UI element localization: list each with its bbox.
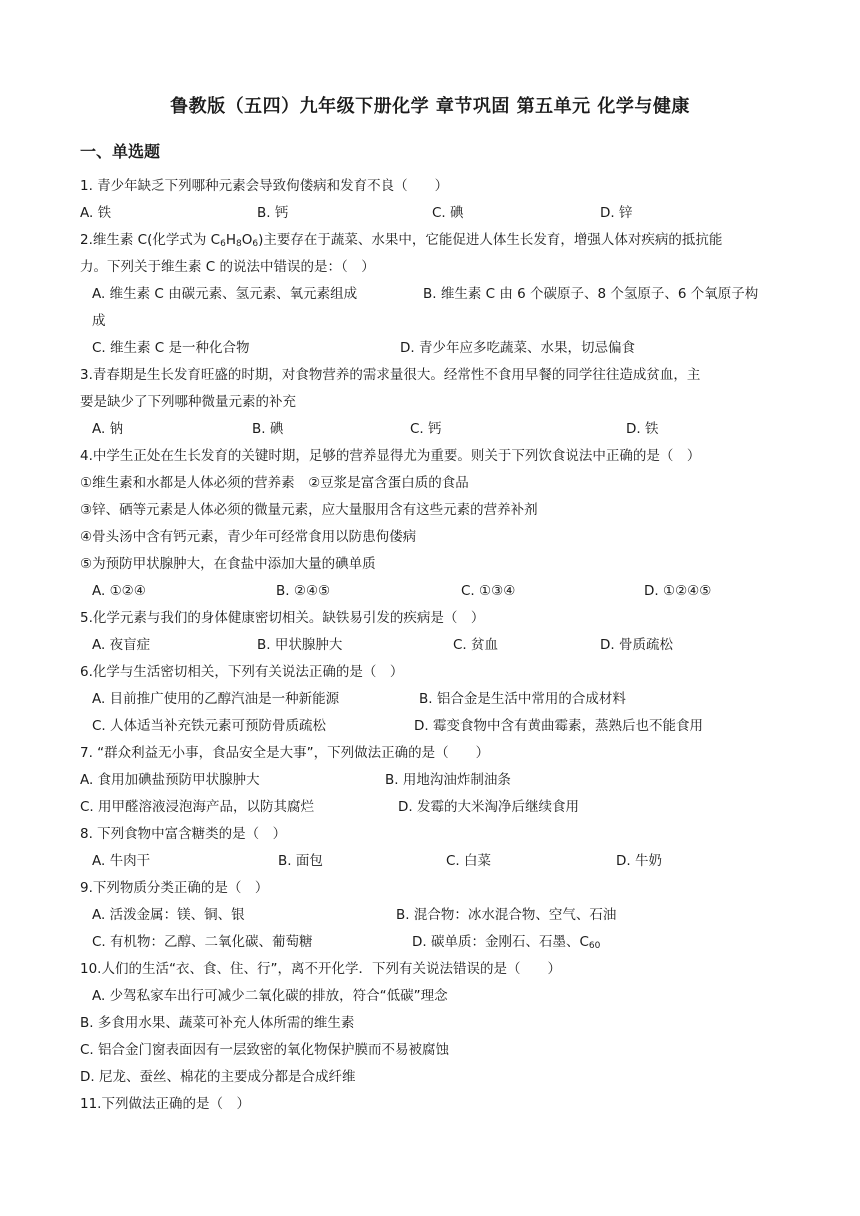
question-9-option-d[interactable]: D. 碳单质：金刚石、石墨、$C_{60}$ bbox=[412, 934, 601, 951]
question-10-option-c[interactable]: C. 铝合金门窗表面因有一层致密的氧化物保护膜而不易被腐蚀 bbox=[80, 1042, 450, 1058]
question-6-option-d[interactable]: D. 霉变食物中含有黄曲霉素，蒸熟后也不能食用 bbox=[414, 718, 703, 734]
question-1-stem: 1. 青少年缺乏下列哪种元素会导致佝偻病和发育不良（ ） bbox=[80, 178, 449, 194]
question-3-option-c[interactable]: C. 钙 bbox=[410, 421, 442, 437]
question-6-option-c[interactable]: C. 人体适当补充铁元素可预防骨质疏松 bbox=[92, 718, 327, 734]
question-4-statement-1-2: ①维生素和水都是人体必须的营养素 ②豆浆是富含蛋白质的食品 bbox=[80, 475, 469, 491]
question-5-stem: 5.化学元素与我们的身体健康密切相关。缺铁易引发的疾病是（ ） bbox=[80, 610, 485, 626]
question-4-option-d[interactable]: D. ①②④⑤ bbox=[644, 583, 712, 599]
question-4-option-b[interactable]: B. ②④⑤ bbox=[276, 583, 331, 599]
question-3-option-d[interactable]: D. 铁 bbox=[626, 421, 659, 437]
question-9-option-c[interactable]: C. 有机物：乙醇、二氧化碳、葡萄糖 bbox=[92, 934, 313, 950]
question-1-option-b[interactable]: B. 钙 bbox=[257, 205, 289, 221]
question-7-option-d[interactable]: D. 发霉的大米淘净后继续食用 bbox=[398, 799, 579, 815]
question-3-option-a[interactable]: A. 钠 bbox=[92, 421, 124, 437]
question-4-stem: 4.中学生正处在生长发育的关键时期，足够的营养显得尤为重要。则关于下列饮食说法中正确的是（ ） bbox=[80, 448, 701, 464]
question-4-statement-4: ④骨头汤中含有钙元素，青少年可经常食用以防患佝偻病 bbox=[80, 529, 417, 545]
question-9-option-b[interactable]: B. 混合物：冰水混合物、空气、石油 bbox=[396, 907, 617, 923]
question-5-option-b[interactable]: B. 甲状腺肿大 bbox=[257, 637, 343, 653]
question-8-option-d[interactable]: D. 牛奶 bbox=[616, 853, 662, 869]
question-5-option-c[interactable]: C. 贫血 bbox=[453, 637, 499, 653]
question-2-option-a[interactable]: A. 维生素 C 由碳元素、氢元素、氧元素组成 bbox=[92, 286, 358, 302]
question-2-option-b[interactable]: B. 维生素 C 由 6 个碳原子、8 个氢原子、6 个氧原子构 bbox=[423, 286, 759, 302]
question-5-option-d[interactable]: D. 骨质疏松 bbox=[600, 637, 673, 653]
question-5-option-a[interactable]: A. 夜盲症 bbox=[92, 637, 151, 653]
question-6-option-b[interactable]: B. 铝合金是生活中常用的合成材料 bbox=[419, 691, 626, 707]
question-7-option-c[interactable]: C. 用甲醛溶液浸泡海产品，以防其腐烂 bbox=[80, 799, 315, 815]
question-8-stem: 8. 下列食物中富含糖类的是（ ） bbox=[80, 826, 287, 842]
question-3-option-b[interactable]: B. 碘 bbox=[252, 421, 284, 437]
question-4-option-c[interactable]: C. ①③④ bbox=[461, 583, 516, 599]
question-7-stem: 7. “群众利益无小事，食品安全是大事”，下列做法正确的是（ ） bbox=[80, 745, 490, 761]
question-4-statement-5: ⑤为预防甲状腺肿大，在食盐中添加大量的碘单质 bbox=[80, 556, 376, 572]
question-3-stem-line-2: 要是缺少了下列哪种微量元素的补充 bbox=[80, 394, 296, 410]
question-10-option-a[interactable]: A. 少驾私家车出行可减少二氧化碳的排放，符合“低碳”理念 bbox=[92, 988, 448, 1004]
question-2-stem-line-1: 2.维生素 C(化学式为 $C_6H_8O_6$)主要存在于蔬菜、水果中，它能促进人体生长发育，增强人体对疾病的抵抗能 bbox=[80, 232, 723, 249]
question-7-option-b[interactable]: B. 用地沟油炸制油条 bbox=[385, 772, 511, 788]
question-1-option-a[interactable]: A. 铁 bbox=[80, 205, 112, 221]
question-10-option-b[interactable]: B. 多食用水果、蔬菜可补充人体所需的维生素 bbox=[80, 1015, 355, 1031]
question-1-option-d[interactable]: D. 锌 bbox=[600, 205, 633, 221]
question-1-option-c[interactable]: C. 碘 bbox=[432, 205, 464, 221]
question-6-option-a[interactable]: A. 目前推广使用的乙醇汽油是一种新能源 bbox=[92, 691, 340, 707]
question-8-option-c[interactable]: C. 白菜 bbox=[446, 853, 492, 869]
question-8-option-b[interactable]: B. 面包 bbox=[278, 853, 323, 869]
document-title: 鲁教版（五四）九年级下册化学 章节巩固 第五单元 化学与健康 bbox=[170, 96, 690, 117]
question-2-option-c[interactable]: C. 维生素 C 是一种化合物 bbox=[92, 340, 250, 356]
question-10-stem: 10.人们的生活“衣、食、住、行”，离不开化学．下列有关说法错误的是（ ） bbox=[80, 961, 561, 977]
question-2-option-b-continued: 成 bbox=[92, 313, 106, 329]
question-9-option-a[interactable]: A. 活泼金属：镁、铜、银 bbox=[92, 907, 245, 923]
question-3-stem-line-1: 3.青春期是生长发育旺盛的时期，对食物营养的需求量很大。经常性不食用早餐的同学往往造成贫血，主 bbox=[80, 367, 701, 383]
question-7-option-a[interactable]: A. 食用加碘盐预防甲状腺肿大 bbox=[80, 772, 260, 788]
question-6-stem: 6.化学与生活密切相关，下列有关说法正确的是（ ） bbox=[80, 664, 404, 680]
question-4-statement-3: ③锌、硒等元素是人体必须的微量元素，应大量服用含有这些元素的营养补剂 bbox=[80, 502, 538, 518]
question-2-stem-line-2: 力。下列关于维生素 C 的说法中错误的是：（ ） bbox=[80, 259, 375, 275]
question-2-option-d[interactable]: D. 青少年应多吃蔬菜、水果，切忌偏食 bbox=[400, 340, 635, 356]
question-9-stem: 9.下列物质分类正确的是（ ） bbox=[80, 880, 269, 896]
question-10-option-d[interactable]: D. 尼龙、蚕丝、棉花的主要成分都是合成纤维 bbox=[80, 1069, 356, 1085]
question-8-option-a[interactable]: A. 牛肉干 bbox=[92, 853, 151, 869]
question-4-option-a[interactable]: A. ①②④ bbox=[92, 583, 146, 599]
section-heading: 一、单选题 bbox=[80, 142, 161, 161]
question-11-stem: 11.下列做法正确的是（ ） bbox=[80, 1096, 250, 1112]
